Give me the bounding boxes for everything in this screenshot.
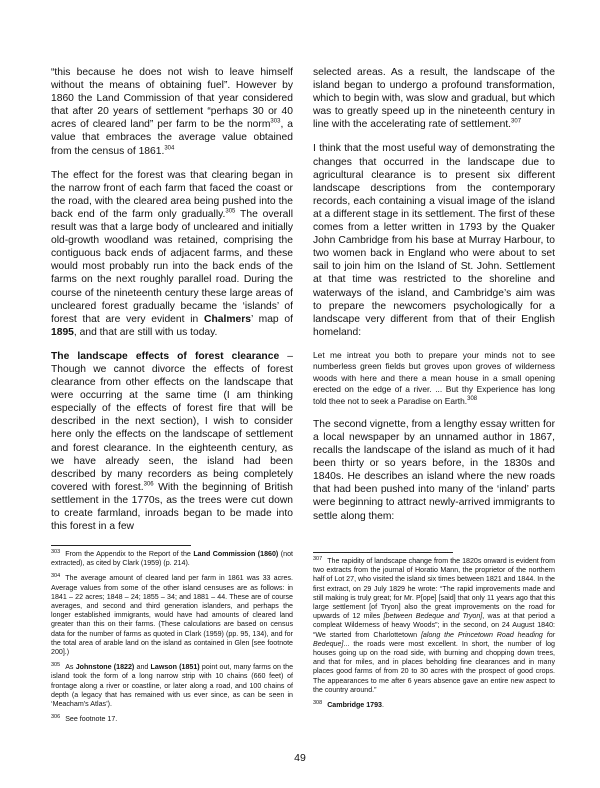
bold-citation: Cambridge 1793: [327, 701, 382, 710]
text: point out, many farms on the island took the form of a long narrow strip with 10 chains (660 feet) of frontage along a river or coastline, or later along a road, and 100 chains of depth (a legacy that has remained with us ever since, as can be seen in ‘Meacham’s Atlas’).: [51, 663, 294, 709]
paragraph: [51, 66, 293, 158]
footnote-number: 308: [313, 699, 323, 706]
paragraph: [313, 66, 555, 131]
bold-citation: Johnstone (1822): [75, 663, 135, 672]
text: The rapidity of landscape change from the 1820s onward is evident from two extracts from the journal of Horatio Mann, the proprietor of the northern half of Lot 27, who visited the island six times between 1821 and 1844. In the first extract, on 29 July 1829 he wrote: “The rapid improvements made and still making is truly great; for Mr. P[ope] [said] that only 11 years ago that this large settlement [of Tryon] also the great improvements on the road for upwards of 12 miles: [313, 557, 555, 621]
paragraph: [51, 169, 293, 339]
text: “this because he does not wish to leave himself without the means of obtaining fuel”. However by 1860 the Land Commission of that year considered that after 20 years of settlement “perhaps 30 or 40 acres of cleared land” per farm to be the norm: [51, 67, 293, 131]
footnote-ref[interactable]: 308: [467, 395, 478, 402]
footnotes-right: [313, 552, 555, 716]
text: The overall result was that a large body of uncleared and initially old-growth woodland was retained, comprising the contiguous back ends of adjacent farms, and these would most probably run into the back ends of the farms on the next roughly parallel road. During the course of the nineteenth century these large areas of uncleared forest gradually became the ‘islands’ of forest that are very evident in: [51, 208, 293, 325]
footnote-number: 303: [51, 548, 61, 555]
section-heading: The landscape effects of forest clearance: [51, 350, 280, 362]
footnote-ref[interactable]: 304: [164, 145, 175, 152]
text: See footnote 17.: [65, 715, 118, 724]
text: The effect for the forest was that clearing began in the narrow front of each farm that faced the coast or the road, with the cleared area being pushed into the back end of the farm only gradually.: [51, 169, 293, 220]
footnote: [51, 574, 293, 657]
right-column: [313, 66, 555, 534]
footnote: [313, 701, 555, 710]
paragraph: I think that the most useful way of demonstrating the changes that occurred in the landscape due to agricultural clearance is to present six different landscape descriptions from the contemporary records, each containing a visual image of the island at a different stage in its settlement. The first of these comes from a letter written in 1793 by the Quaker John Cambridge from his base at Murray Harbour, to two women back in England who were about to set sail to join him on the Island of St. John. Settlement at that time was restricted to the shoreline and waterways of the island, and Cambridge’s aim was to prepare the newcomers psychologically for a landscape very different from that of their English homeland:: [313, 143, 555, 338]
text: The average amount of cleared land per farm in 1861 was 33 acres. Average values from some of the other island censuses are as follows: in 1841 – 22 acres; 1848 – 24; 1855 – 34; and 1881 – 44. These are of course averages, and second and third generation islanders, and perhaps the longer established immigrants, would have had amounts of cleared land greater than this on their farms. (These calculations are based on census data for the number of farms as quoted in Clark (1959) (pp. 95, 134), and for the total area of arable land on the island as contained in Glen [see footnote 200].): [51, 574, 293, 657]
text: (not extracted), as cited by Clark (1959) (p. 214).: [51, 550, 293, 568]
footnote-ref[interactable]: 307: [511, 118, 522, 125]
footnote: [51, 663, 293, 709]
text: ... the roads were most excellent. In short, the number of log houses going up on the road side, with burning and chopping down trees, and that for miles, and in places beholding fine clearances and in many places good farms of from 20 to 30 acres with the prospect of good crops. The appearances to me after 6 years absence gave an entire new aspect to the country around.”: [313, 639, 555, 694]
footnote: [51, 715, 293, 724]
text: , a value that embraces the average value obtained from the census of 1861.: [51, 119, 293, 157]
text: From the Appendix to the Report of the: [65, 550, 194, 558]
footnote-number: 304: [51, 573, 61, 580]
text: , was at that period a compleat Wilderness of heavy Woods”; in the second, on 24 August 1840: “We started from Charlottetown: [313, 612, 555, 639]
text: , and that are still with us today.: [73, 326, 218, 338]
bold-citation: 1895: [51, 326, 74, 338]
bold-citation: Lawson (1851): [150, 663, 200, 672]
bold-citation: Land Commission (1860): [193, 550, 279, 558]
footnote-number: 306: [51, 713, 61, 720]
text: With the beginning of British settlement in the 1770s, as the trees were cut down to create farmland, inroads began to be made into this forest in a few: [51, 481, 293, 533]
block-quote: [313, 350, 555, 407]
footnote-number: 305: [51, 661, 61, 668]
italic-insert: [between Bedeque and Tryon]: [383, 612, 483, 621]
text: .: [382, 701, 384, 710]
bold-citation: Chalmers: [204, 313, 251, 325]
footnote-divider: [51, 545, 191, 546]
text: As: [65, 663, 76, 672]
page-number: 49: [294, 752, 306, 764]
text: and: [134, 663, 151, 672]
footnote: [51, 550, 293, 568]
text: Let me intreat you both to prepare your minds not to see numberless green fields but groves upon groves of wilderness woods with here and there a mean house in a small opening erected on the edge of a river. ... But thy Experience has long told thee not to seek a Paradise on Earth.: [313, 349, 555, 406]
footnote-divider: [313, 552, 453, 553]
footnote-ref[interactable]: 306: [143, 481, 154, 488]
footnote-ref[interactable]: 305: [225, 208, 236, 215]
left-column: [51, 66, 293, 544]
italic-insert: [along the Princetown Road heading for Bedeque]: [313, 630, 555, 648]
footnote: [313, 557, 555, 695]
footnotes-left: [51, 545, 293, 730]
paragraph: [51, 350, 293, 533]
text: ’ map of: [250, 313, 293, 325]
footnote-number: 307: [313, 555, 323, 562]
footnote-ref[interactable]: 303: [270, 118, 281, 125]
paragraph: The second vignette, from a lengthy essay written for a local newspaper by an unnamed author in 1867, recalls the landscape of the island as much of it had been thirty or so years before, in the 1830s and 1840s. He describes an island where the new roads that had been pushed into many of the ‘inland’ parts were beginning to attract newly-arrived immigrants to settle along them:: [313, 418, 555, 522]
text: selected areas. As a result, the landscape of the island began to undergo a profound transformation, which to begin with, was slow and gradual, but which was to greatly speed up in the nineteenth century in line with the accelerating rate of settlement.: [313, 67, 555, 131]
text: – Though we cannot divorce the effects of forest clearance from other effects on the landscape that were occurring at the same time (I am thinking especially of the effects of forest fire that will be described in the next section), I wish to consider here only the effects on the landscape of settlement and forest clearance. In the eighteenth century, as we have already seen, the island had been described by many recorders as being completely covered with forest.: [51, 350, 293, 493]
